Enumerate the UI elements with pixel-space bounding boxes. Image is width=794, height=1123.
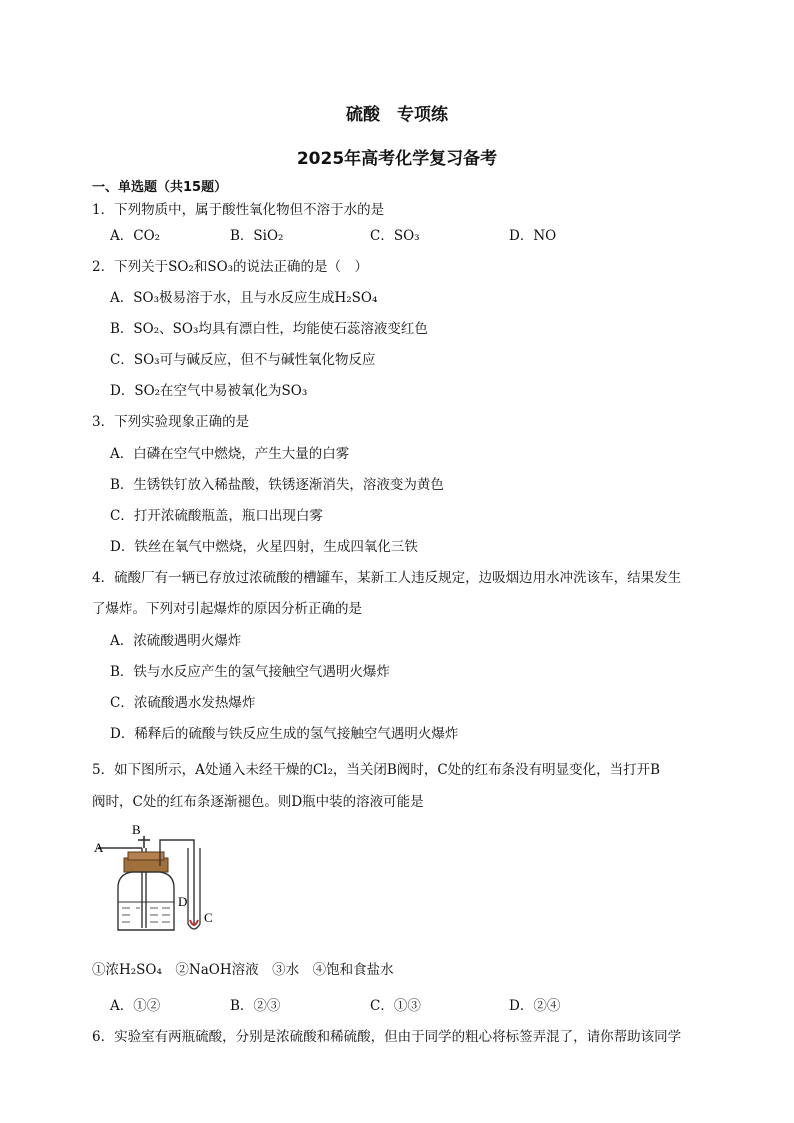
question-3-stem: 3．下列实验现象正确的是: [92, 414, 250, 430]
question-4-stem-line1: 4．硫酸厂有一辆已存放过浓硫酸的槽罐车，某新工人违反规定，边吸烟边用水冲洗该车，结果发生: [92, 570, 682, 586]
q1-option-d: D．NO: [509, 228, 557, 244]
q2-option-d: D．SO₂在空气中易被氧化为SO₃: [110, 383, 308, 399]
section-heading: 一、单选题（共15题）: [92, 180, 228, 195]
gas-washing-apparatus-diagram: [94, 818, 224, 938]
question-6-stem-line1: 6．实验室有两瓶硫酸，分别是浓硫酸和稀硫酸，但由于同学的粗心将标签弄混了，请你帮助该同学: [92, 1029, 682, 1045]
q2-option-b: B．SO₂、SO₃均具有漂白性，均能使石蕊溶液变红色: [110, 321, 428, 337]
label-a: A: [94, 840, 104, 855]
label-d: D: [178, 894, 188, 909]
question-5-stem-line2: 阀时，C处的红布条逐渐褪色。则D瓶中装的溶液可能是: [92, 794, 424, 810]
page-subtitle: 2025年高考化学复习备考: [296, 149, 498, 169]
question-5-stem-line1: 5．如下图所示，A处通入未经干燥的Cl₂，当关闭B阀时，C处的红布条没有明显变化，当打开B: [92, 762, 661, 778]
q4-option-b: B．铁与水反应产生的氢气接触空气遇明火爆炸: [110, 664, 390, 680]
page-title: 硫酸 专项练: [346, 105, 448, 125]
q1-option-c: C．SO₃: [370, 228, 420, 244]
q3-option-a: A．白磷在空气中燃烧，产生大量的白雾: [110, 446, 350, 462]
q5-option-c: C．①③: [370, 998, 421, 1014]
q3-option-d: D．铁丝在氧气中燃烧，火星四射，生成四氧化三铁: [110, 539, 418, 555]
question-2-stem: 2．下列关于SO₂和SO₃的说法正确的是（ ）: [92, 259, 369, 275]
q5-option-a: A．①②: [110, 998, 161, 1014]
outlet-tube: [160, 840, 194, 926]
label-b: B: [132, 822, 141, 837]
q3-option-c: C．打开浓硫酸瓶盖，瓶口出现白雾: [110, 508, 323, 524]
q1-option-a: A．CO₂: [110, 228, 161, 244]
q3-option-b: B．生锈铁钉放入稀盐酸，铁锈逐渐消失，溶液变为黄色: [110, 477, 444, 493]
q4-option-c: C．浓硫酸遇水发热爆炸: [110, 695, 256, 711]
q2-option-c: C．SO₃可与碱反应，但不与碱性氧化物反应: [110, 352, 376, 368]
q5-option-d: D．②④: [509, 998, 561, 1014]
q1-option-b: B．SiO₂: [230, 228, 284, 244]
question-4-stem-line2: 了爆炸。下列对引起爆炸的原因分析正确的是: [92, 601, 362, 617]
q5-option-b: B．②③: [230, 998, 281, 1014]
label-c: C: [204, 910, 213, 925]
q5-choices-list: ①浓H₂SO₄ ②NaOH溶液 ③水 ④饱和食盐水: [92, 962, 394, 978]
q4-option-d: D．稀释后的硫酸与铁反应生成的氢气接触空气遇明火爆炸: [110, 726, 459, 742]
q4-option-a: A．浓硫酸遇明火爆炸: [110, 633, 242, 649]
q2-option-a: A．SO₃极易溶于水，且与水反应生成H₂SO₄: [110, 290, 378, 306]
question-1-stem: 1．下列物质中，属于酸性氧化物但不溶于水的是: [92, 202, 385, 218]
